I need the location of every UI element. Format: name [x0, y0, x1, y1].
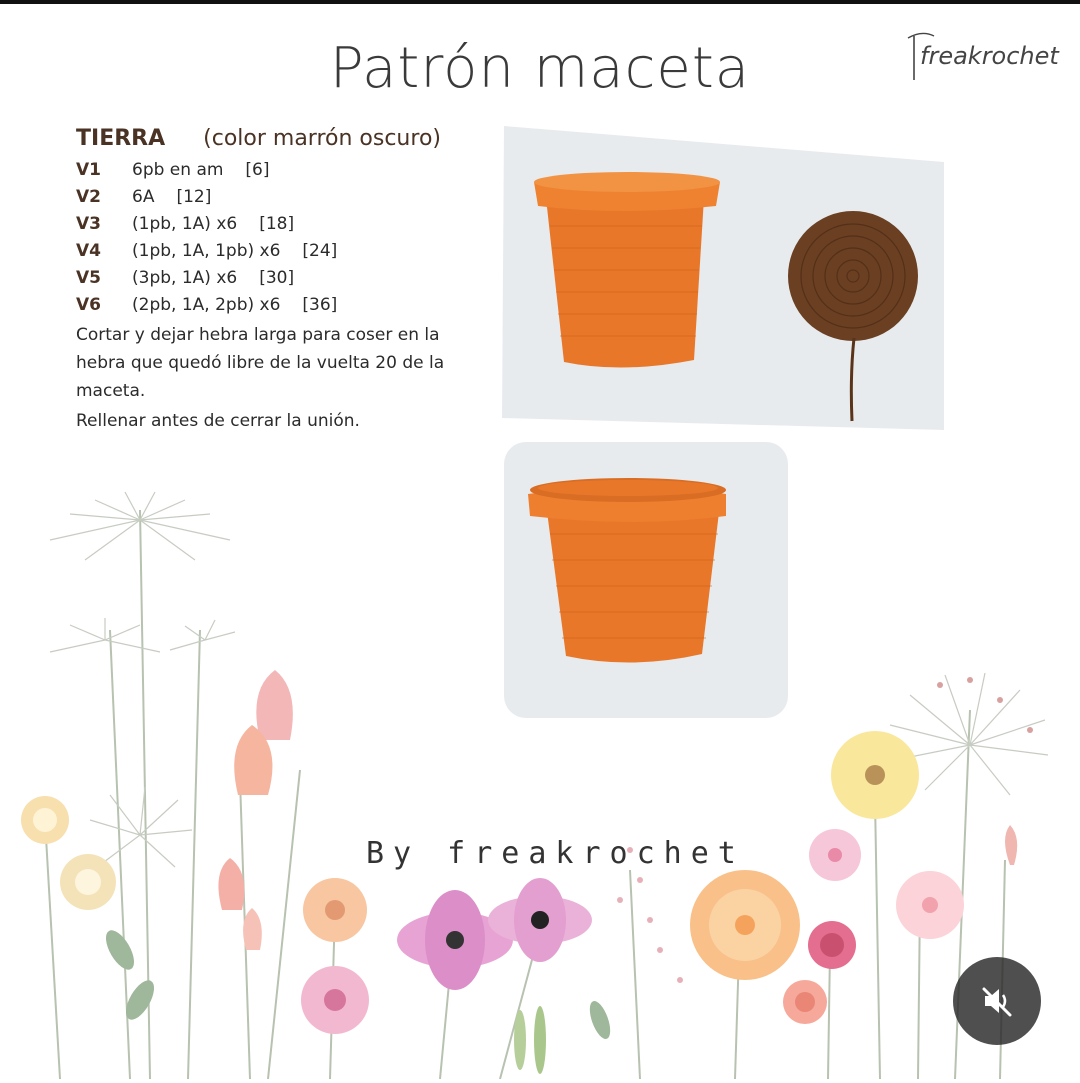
byline: By freakrochet [366, 836, 745, 871]
section-name: TIERRA [76, 126, 166, 151]
pattern-row [76, 211, 496, 238]
pattern-row [76, 292, 496, 319]
round-instruction: (1pb, 1A) x6 [132, 214, 238, 234]
stitch-count: [12] [176, 187, 212, 207]
round-number: V2 [76, 187, 101, 207]
section-color-note: (color marrón oscuro) [203, 126, 441, 151]
round-number: V4 [76, 241, 101, 261]
round-instruction: (3pb, 1A) x6 [132, 268, 238, 288]
speaker-muted-icon [977, 981, 1017, 1021]
pattern-row [76, 184, 496, 211]
page-title: Patrón maceta [329, 36, 751, 101]
flower-illustration [0, 480, 1080, 1079]
stitch-count: [30] [259, 268, 295, 288]
photo-pot-and-soil [502, 126, 944, 430]
stitch-count: [6] [245, 160, 270, 180]
top-border [0, 0, 1080, 4]
logo-text: freakrochet [920, 42, 1059, 70]
round-instruction: (1pb, 1A, 1pb) x6 [132, 241, 281, 261]
pattern-block [76, 126, 496, 435]
round-instruction: (2pb, 1A, 2pb) x6 [132, 295, 281, 315]
stitch-count: [18] [259, 214, 295, 234]
round-number: V3 [76, 214, 101, 234]
round-number: V6 [76, 295, 101, 315]
mute-button[interactable] [953, 957, 1041, 1045]
stitch-count: [36] [302, 295, 338, 315]
round-instruction: 6pb en am [132, 160, 224, 180]
pattern-row [76, 238, 496, 265]
instruction-note: Cortar y dejar hebra larga para coser en la hebra que quedó libre de la vuelta 20 de la maceta. [76, 325, 445, 401]
round-instruction: 6A [132, 187, 155, 207]
pattern-row [76, 265, 496, 292]
section-header [76, 126, 496, 151]
instruction-note-2: Rellenar antes de cerrar la unión. [76, 411, 360, 431]
brand-logo [904, 28, 1064, 84]
stitch-count: [24] [302, 241, 338, 261]
pattern-row [76, 157, 496, 184]
round-number: V5 [76, 268, 101, 288]
round-number: V1 [76, 160, 101, 180]
